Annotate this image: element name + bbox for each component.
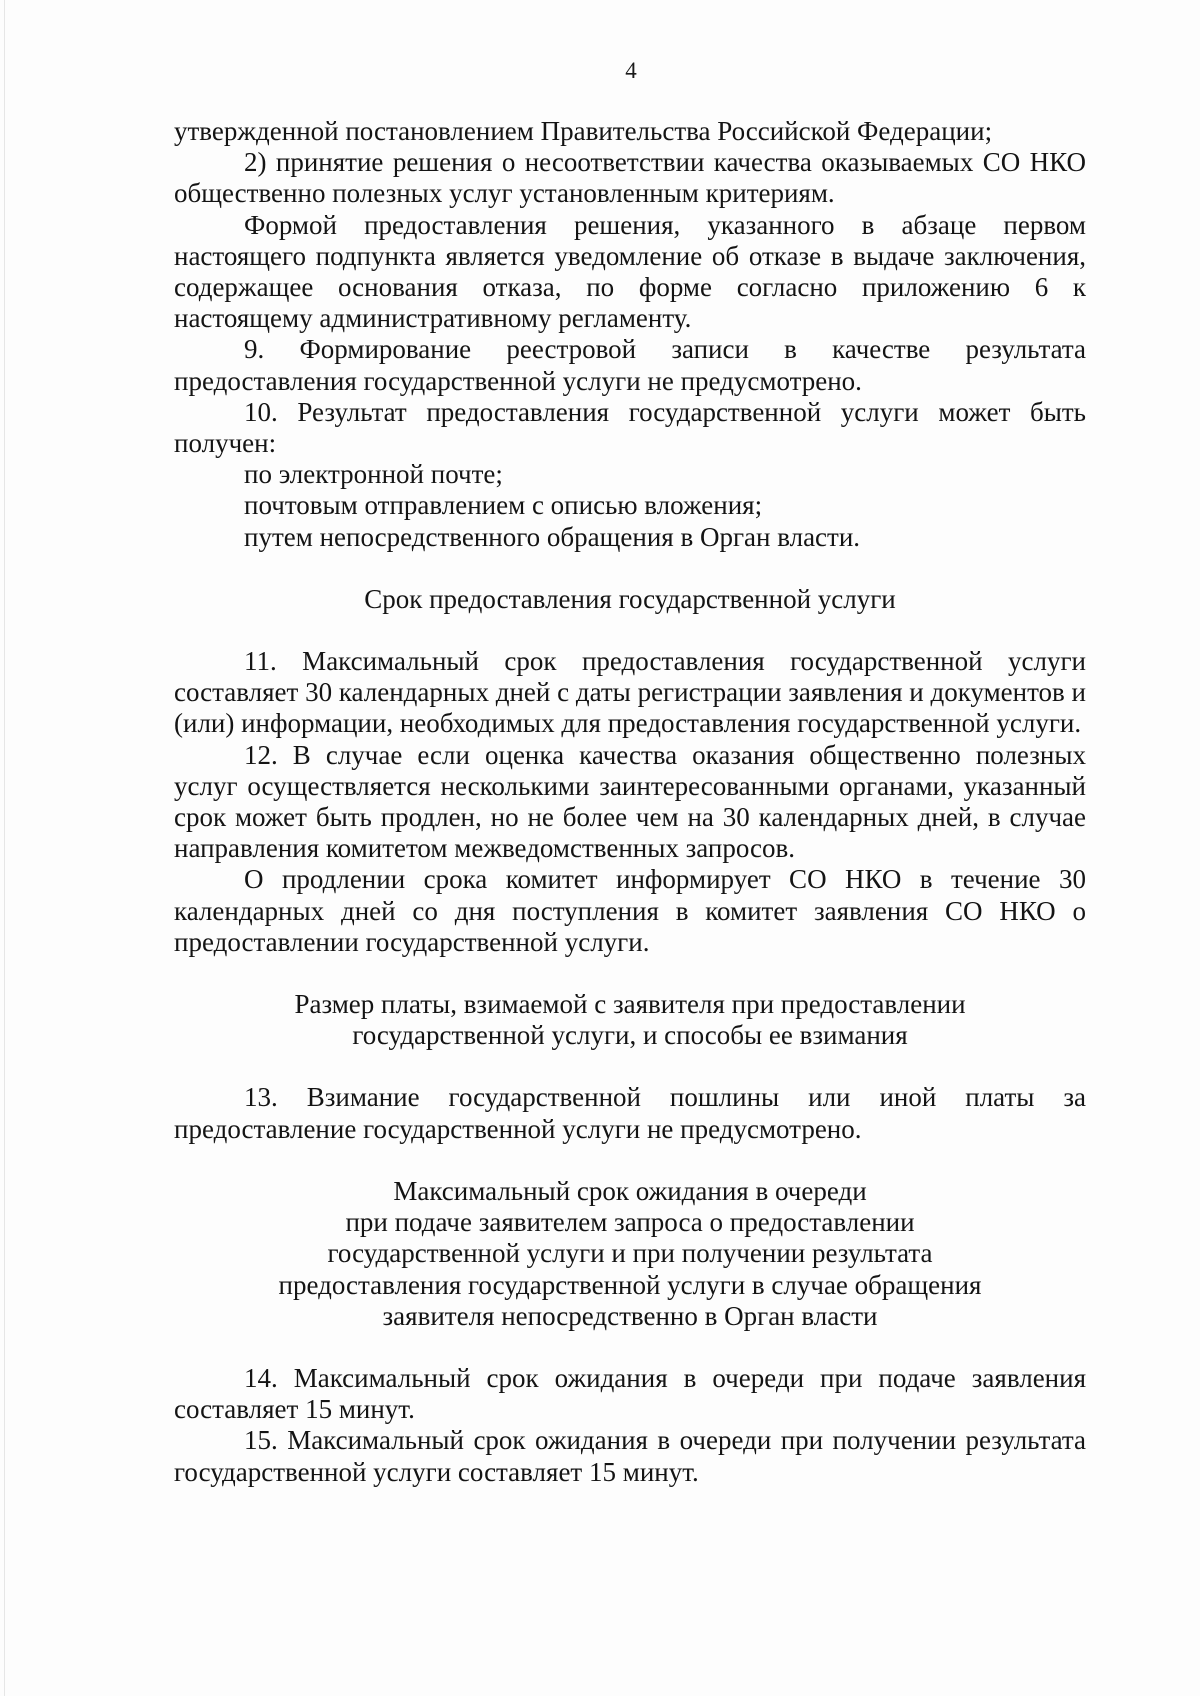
spacer [174, 615, 1086, 646]
document-body [174, 116, 1086, 1488]
paragraph-item-15: 15. Максимальный срок ожидания в очереди при получении результата государственной услуги составляет 15 минут. [174, 1425, 1086, 1487]
list-item-email: по электронной почте; [244, 459, 503, 490]
section-heading-queue-line-4: предоставления государственной услуги в случае обращения [278, 1269, 982, 1300]
spacer [174, 1145, 1086, 1176]
page-number: 4 [625, 58, 637, 83]
paragraph-item-10: 10. Результат предоставления государственной услуги может быть получен: [174, 396, 1086, 459]
spacer [174, 1332, 1086, 1363]
paragraph-decision-form: Формой предоставления решения, указанного в абзаце первом настоящего подпункта является уведомление об отказе в выдаче заключения, содержащее основания отказа, по форме согласно приложению 6 к настоящему административному регламенту. [174, 209, 1086, 334]
section-heading-queue-line-3: государственной услуги и при получении результата [327, 1238, 933, 1269]
section-heading-term: Срок предоставления государственной услуги [364, 583, 896, 614]
spacer [174, 1051, 1086, 1082]
paragraph-item-14: 14. Максимальный срок ожидания в очереди при подаче заявления составляет 15 минут. [174, 1362, 1086, 1425]
section-heading-fee-line-1: Размер платы, взимаемой с заявителя при предоставлении [294, 989, 966, 1020]
section-heading-queue-line-5: заявителя непосредственно в Орган власти [382, 1300, 878, 1331]
paragraph-item-12: 12. В случае если оценка качества оказания общественно полезных услуг осуществляется несколькими заинтересованными органами, указанный срок может быть продлен, но не более чем на 30 календарных дней, в случае направления комитетом межведомственных запросов. [174, 739, 1086, 864]
spacer [174, 553, 1086, 584]
paragraph-item-9: 9. Формирование реестровой записи в качестве результата предоставления государственной услуги не предусмотрено. [174, 334, 1086, 396]
spacer [174, 958, 1086, 989]
paragraph-continuation: утвержденной постановлением Правительства Российской Федерации; [174, 116, 993, 146]
paragraph-item-13: 13. Взимание государственной пошлины или иной платы за предоставление государственной услуги не предусмотрено. [174, 1082, 1086, 1144]
scan-edge [4, 0, 5, 1696]
list-item-direct: путем непосредственного обращения в Орган власти. [244, 521, 861, 552]
section-heading-fee-line-2: государственной услуги, и способы ее взимания [352, 1020, 908, 1051]
paragraph-item-2: 2) принятие решения о несоответствии качества оказываемых СО НКО общественно полезных услуг установленным критериям. [174, 147, 1086, 209]
list-item-post: почтовым отправлением с описью вложения; [244, 490, 763, 521]
section-heading-queue-line-1: Максимальный срок ожидания в очереди [393, 1175, 867, 1206]
section-heading-queue-line-2: при подаче заявителем запроса о предоставлении [345, 1207, 915, 1238]
paragraph-extension: О продлении срока комитет информирует СО НКО в течение 30 календарных дней со дня поступления в комитет заявления СО НКО о предоставлении государственной услуги. [174, 864, 1086, 957]
paragraph-item-11: 11. Максимальный срок предоставления государственной услуги составляет 30 календарных дней с даты регистрации заявления и документов и (или) информации, необходимых для предоставления государственной услуги. [174, 646, 1086, 739]
